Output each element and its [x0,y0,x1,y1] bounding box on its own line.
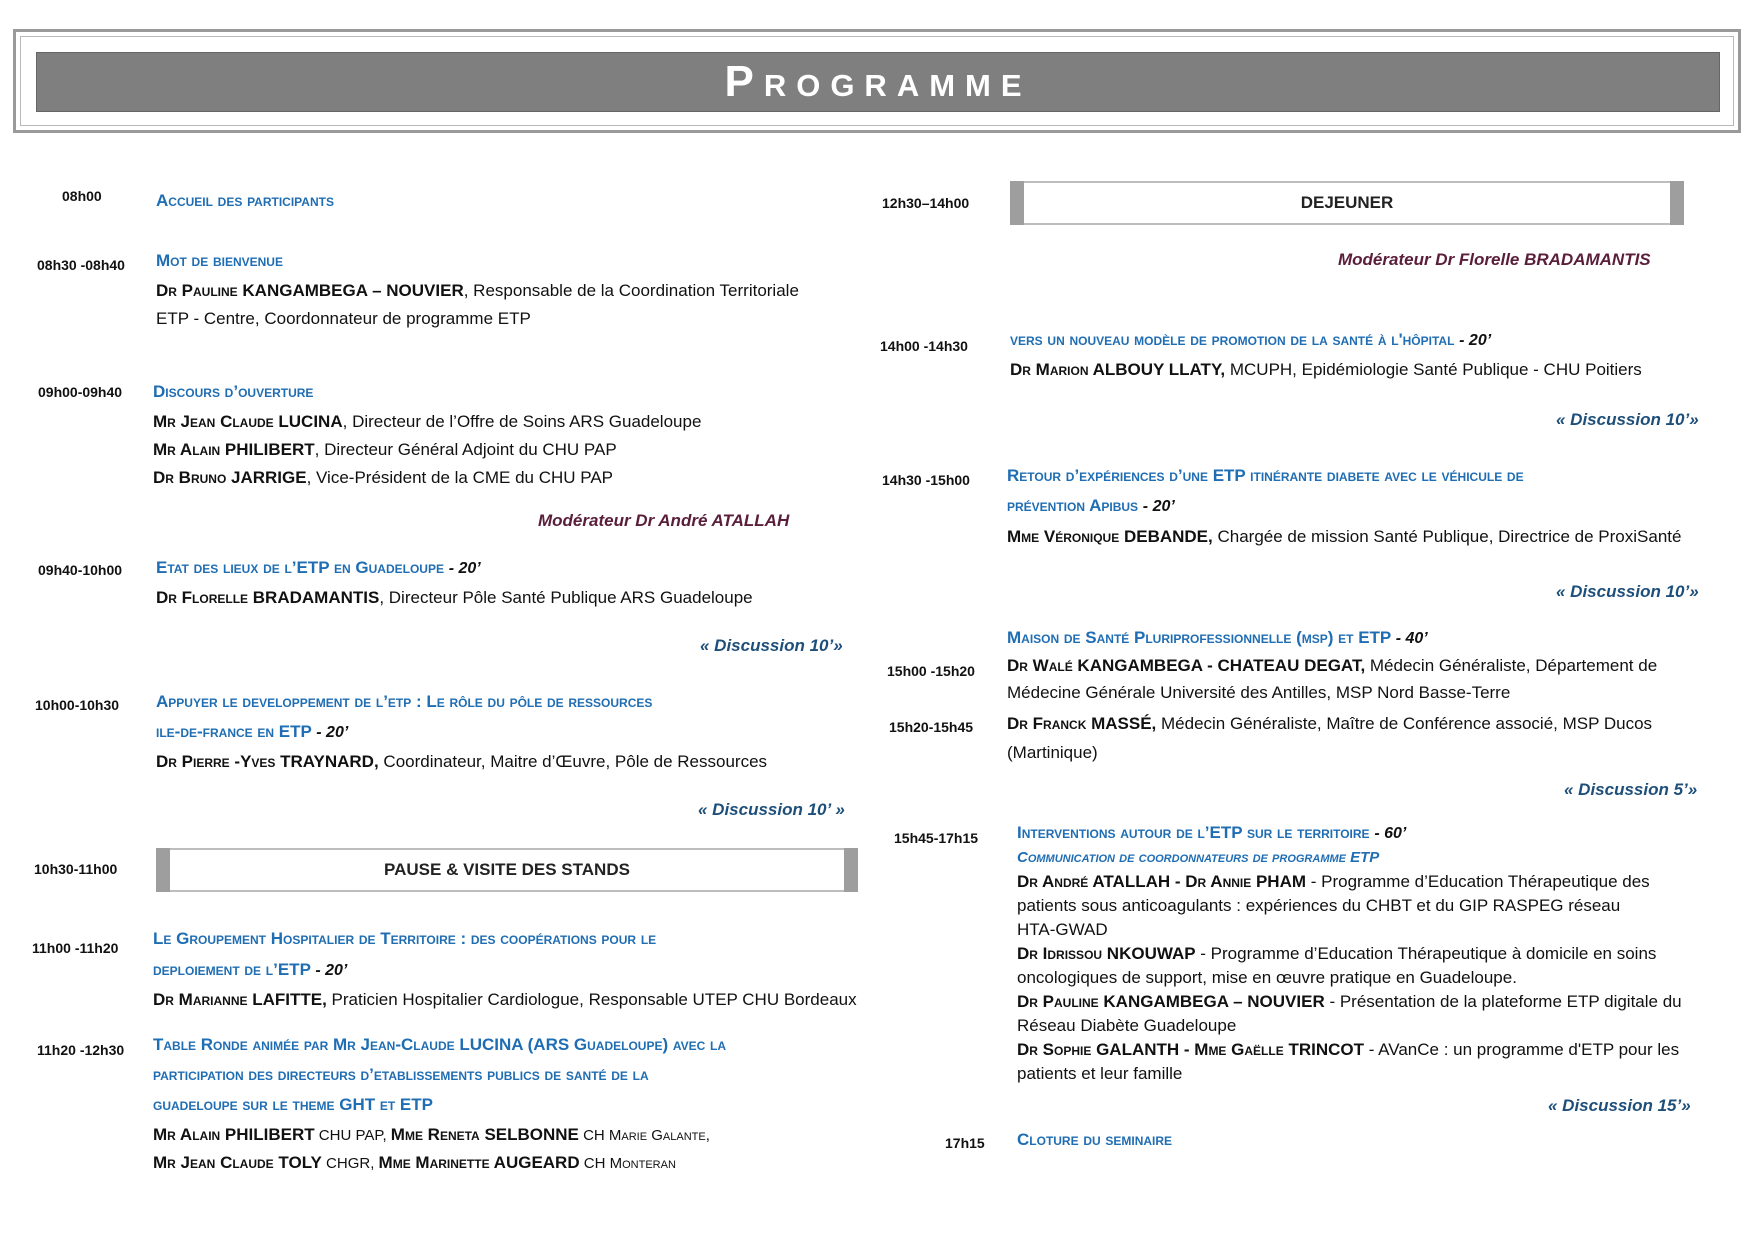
moderator-label: Modérateur Dr Florelle BRADAMANTIS [1338,250,1651,269]
banner-frame [13,29,1741,133]
session-title: Appuyer le developpement de l’etp : Le rôle du pôle de ressources [156,692,653,711]
speaker-org: CH Monteran [579,1155,676,1172]
speaker-name: Mr Jean Claude LUCINA [153,412,343,431]
duration: - 40’ [1395,630,1428,647]
speaker-name: Dr Sophie GALANTH - Mme Gaëlle TRINCOT [1017,1040,1364,1059]
speaker-name: Mr Alain PHILIBERT [153,440,315,459]
speaker-role: MCUPH, Epidémiologie Santé Publique - CHU Poitiers [1225,360,1642,379]
time-label: 14h30 -15h00 [882,472,970,488]
session-title-text: vers un nouveau modèle de promotion de la santé à l'hôpital [1010,330,1455,349]
speaker-name: Dr Idrissou NKOUWAP [1017,944,1196,963]
speaker-role: Médecin Généraliste, Département de [1365,656,1658,675]
session-title-cont [1007,496,1175,516]
speaker-line [153,440,617,460]
time-label: 15h45-17h15 [894,830,979,846]
speaker-name: Mme Reneta SELBONNE [390,1125,579,1144]
speaker-role-cont: Médecine Générale Université des Antilles, MSP Nord Basse-Terre [1007,683,1511,702]
duration: - 20’ [315,962,348,979]
intervention-line [1017,1040,1679,1060]
intervention-line [1017,992,1682,1012]
roundtable-line [153,1125,710,1145]
speaker-name: Dr Marianne LAFITTE, [153,990,327,1009]
time-label: 09h00-09h40 [38,384,123,400]
speaker-name: Dr Pierre -Yves TRAYNARD, [156,752,379,771]
time-label: 14h00 -14h30 [880,338,968,354]
duration: - 20’ [448,560,481,577]
speaker-org: CH Marie Galante, [578,1127,710,1144]
speaker-role-cont: ETP - Centre, Coordonnateur de programme ETP [156,309,531,328]
session-title [156,558,481,578]
intervention-desc-cont: Réseau Diabète Guadeloupe [1017,1016,1237,1035]
session-title [1017,823,1406,843]
moderator-label: Modérateur Dr André ATALLAH [538,511,790,530]
time-label: 11h00 -11h20 [32,940,119,956]
session-title-cont: participation des directeurs d’etablissements publics de santé de la [153,1065,649,1084]
banner [36,52,1720,112]
time-label: 08h00 [62,188,102,204]
session-title-text: Interventions autour de l’ETP sur le territoire [1017,823,1370,842]
speaker-org: CHGR, [321,1155,379,1172]
intervention-desc-cont: patients et leur famille [1017,1064,1183,1083]
intervention-desc: - Présentation de la plateforme ETP digitale du [1324,992,1682,1011]
speaker-role: Coordinateur, Maitre d’Œuvre, Pôle de Ressources [378,752,768,771]
session-subtitle: Communication de coordonnateurs de programme ETP [1017,849,1380,866]
session-title-text: deploiement de l’ETP [153,960,311,979]
speaker-role-cont: (Martinique) [1007,743,1098,762]
speaker-name: Dr Pauline KANGAMBEGA – NOUVIER [1017,992,1325,1011]
time-label: 15h00 -15h20 [887,663,975,679]
speaker-name: Mme Marinette AUGEARD [378,1153,580,1172]
duration: - 60’ [1374,825,1407,842]
speaker-role: Praticien Hospitalier Cardiologue, Responsable UTEP CHU Bordeaux [326,990,857,1009]
speaker-name: Dr Franck MASSÉ, [1007,714,1157,733]
time-label: 15h20-15h45 [889,719,974,735]
speaker-name: Dr Pauline KANGAMBEGA – NOUVIER [156,281,464,300]
speaker-name: Mr Alain PHILIBERT [153,1125,315,1144]
session-title-cont [156,722,348,742]
speaker-name: Dr Florelle BRADAMANTIS [156,588,380,607]
session-title-cont [153,960,347,980]
speaker-line [1007,527,1681,547]
intervention-desc: - AVanCe : un programme d'ETP pour les [1364,1040,1680,1059]
intervention-desc: - Programme d’Education Thérapeutique des [1306,872,1650,891]
lunch-box: DEJEUNER [1010,181,1684,225]
page-title: Programme [724,57,1032,106]
time-label: 10h30-11h00 [34,861,118,877]
speaker-role: , Vice-Président de la CME du CHU PAP [306,468,614,487]
speaker-name: Dr Bruno JARRIGE [153,468,307,487]
session-title: Le Groupement Hospitalier de Territoire : des coopérations pour le [153,929,657,948]
speaker-line [1007,714,1652,734]
discussion-label: « Discussion 10’ » [698,800,845,819]
speaker-role: , Directeur de l’Offre de Soins ARS Guadeloupe [342,412,702,431]
duration: - 20’ [1459,332,1492,349]
session-title [1010,330,1491,350]
time-label: 08h30 -08h40 [37,257,125,273]
time-label: 17h15 [945,1135,985,1151]
speaker-name: Mme Véronique DEBANDE, [1007,527,1213,546]
time-label: 11h20 -12h30 [37,1042,125,1058]
session-title [1007,628,1428,648]
speaker-line [1010,360,1642,380]
speaker-line [156,588,753,608]
roundtable-line [153,1153,676,1173]
speaker-org: CHU PAP, [314,1127,391,1144]
discussion-label: « Discussion 15’» [1548,1096,1691,1115]
session-title: Cloture du seminaire [1017,1130,1173,1149]
session-title: Retour d’expériences d’une ETP itinérante diabete avec le véhicule de [1007,466,1524,485]
session-title-cont: guadeloupe sur le theme GHT et ETP [153,1095,433,1114]
speaker-role: Médecin Généraliste, Maître de Conférence associé, MSP Ducos [1156,714,1653,733]
speaker-line [153,468,613,488]
intervention-desc-cont: oncologiques de support, mise en œuvre pratique en Guadeloupe. [1017,968,1517,987]
intervention-line [1017,872,1650,892]
intervention-desc: - Programme d’Education Thérapeutique à domicile en soins [1195,944,1657,963]
session-title-text: prévention Apibus [1007,496,1139,515]
session-title: Table Ronde animée par Mr Jean-Claude LUCINA (ARS Guadeloupe) avec la [153,1035,727,1054]
time-label: 10h00-10h30 [35,697,120,713]
session-title: Accueil des participants [156,191,334,210]
discussion-label: « Discussion 10’» [1556,410,1699,429]
speaker-line [153,412,701,432]
session-title-text: Maison de Santé Pluriprofessionnelle (msp) et ETP [1007,628,1391,647]
session-title: Mot de bienvenue [156,251,283,270]
speaker-name: Dr André ATALLAH - Dr Annie PHAM [1017,872,1307,891]
intervention-line [1017,944,1656,964]
time-label: 12h30–14h00 [882,195,970,211]
duration: - 20’ [316,724,349,741]
time-label: 09h40-10h00 [38,562,123,578]
pause-box: PAUSE & VISITE DES STANDS [156,848,858,892]
speaker-role: , Directeur Pôle Santé Publique ARS Guadeloupe [379,588,753,607]
discussion-label: « Discussion 10’» [1556,582,1699,601]
discussion-label: « Discussion 10’» [700,636,843,655]
speaker-line [156,281,799,301]
speaker-name: Mr Jean Claude TOLY [153,1153,322,1172]
session-title-text: Etat des lieux de l’ETP en Guadeloupe [156,558,444,577]
session-title: Discours d’ouverture [153,382,314,401]
intervention-desc-cont: patients sous anticoagulants : expériences du CHBT et du GIP RASPEG réseau [1017,896,1621,915]
duration: - 20’ [1142,498,1175,515]
speaker-name: Dr Marion ALBOUY LLATY, [1010,360,1226,379]
speaker-line [156,752,767,772]
speaker-role: , Responsable de la Coordination Territoriale [463,281,799,300]
speaker-line [153,990,857,1010]
intervention-desc-cont: HTA-GWAD [1017,920,1108,939]
speaker-role: Chargée de mission Santé Publique, Directrice de ProxiSanté [1212,527,1682,546]
speaker-line [1007,656,1657,676]
speaker-name: Dr Walé KANGAMBEGA - CHATEAU DEGAT, [1007,656,1366,675]
discussion-label: « Discussion 5’» [1564,780,1698,799]
speaker-role: , Directeur Général Adjoint du CHU PAP [314,440,617,459]
session-title-text: ile-de-france en ETP [156,722,312,741]
